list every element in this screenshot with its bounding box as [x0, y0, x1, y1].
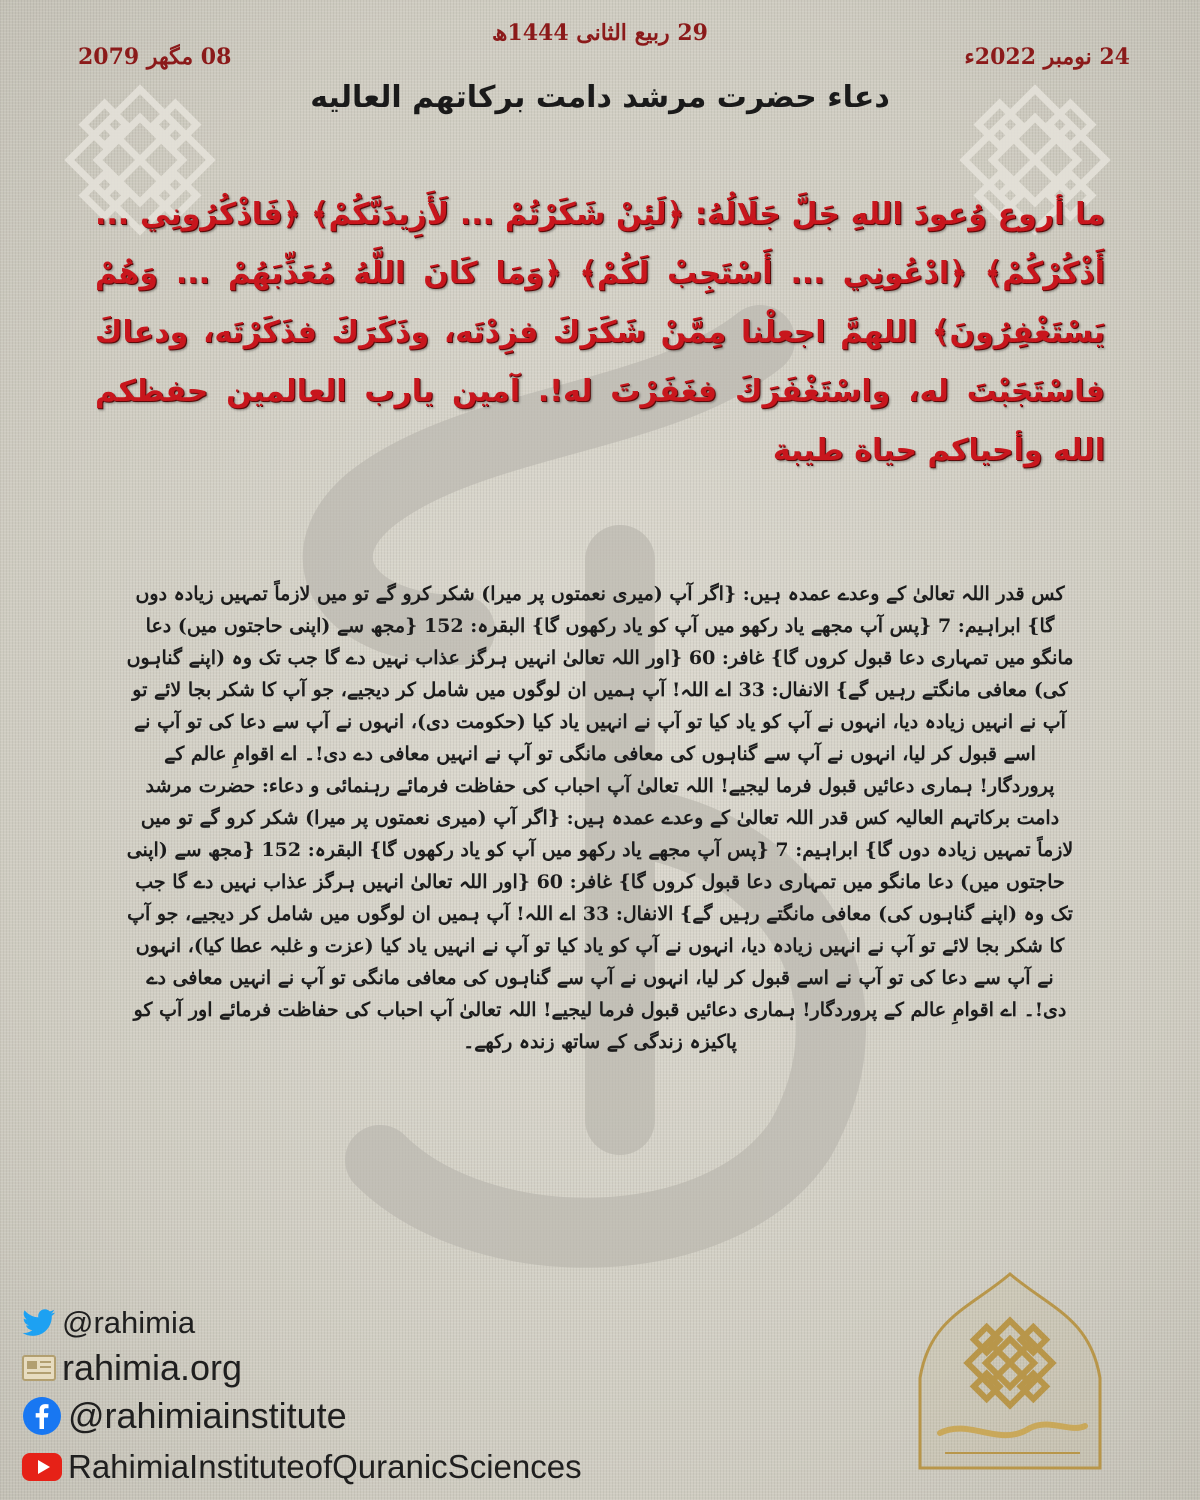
facebook-handle: @rahimiainstitute: [68, 1395, 347, 1436]
page-title: دعاء حضرت مرشد دامت برکاتهم العالیه: [310, 80, 890, 115]
facebook-link[interactable]: [22, 1395, 347, 1437]
facebook-icon: [22, 1396, 62, 1436]
hijri-date: 29 ربیع الثانی 1444ھ: [492, 20, 708, 46]
youtube-link[interactable]: [22, 1448, 582, 1486]
urdu-translation: کس قدر اللہ تعالیٰ کے وعدے عمدہ ہیں: {اگر آپ (میری نعمتوں پر میرا) شکر کرو گے تو میں لازماً تمہیں زیادہ دوں گا} ابراہیم: 7 {پس آپ مجھے یاد رکھو میں آپ کو یاد رکھوں گا} البقرہ: 152 {مجھ سے (اپنی حاجتوں میں) دعا مانگو میں تمہاری دعا قبول کروں گا} غافر: 60 {اور اللہ تعالیٰ انہیں ہرگز عذاب نہیں دے گا جب تک وہ (اپنے گناہوں کی) معافی مانگتے رہیں گے} الانفال: 33 اے اللہ! آپ ہمیں ان لوگوں میں شامل کر دیجیے، جو آپ کا شکر بجا لائے تو آپ نے انہیں زیادہ دیا، انہوں نے آپ کو یاد کیا تو آپ نے انہیں یاد کیا (حکومت دی)، انہوں نے آپ سے دعا کی تو آپ نے اسے قبول کر لیا، انہوں نے آپ سے گناہوں کی معافی مانگی تو آپ نے انہیں معافی دے دی!۔ اے اقوامِ عالم کے پروردگار! ہماری دعائیں قبول فرما لیجیے! اللہ تعالیٰ آپ احباب کی حفاظت فرمائے رہنمائی و دعاء: حضرت مرشد دامت برکاتہم العالیہ کس قدر اللہ تعالیٰ کے وعدے عمدہ ہیں: {اگر آپ (میری نعمتوں پر میرا) شکر کرو گے تو میں لازماً تمہیں زیادہ دوں گا} ابراہیم: 7 {پس آپ مجھے یاد رکھو میں آپ کو یاد رکھوں گا} البقرہ: 152 {مجھ سے (اپنی حاجتوں میں) دعا مانگو میں تمہاری دعا قبول کروں گا} غافر: 60 {اور اللہ تعالیٰ انہیں ہرگز عذاب نہیں دے گا جب تک وہ (اپنے گناہوں کی) معافی مانگتے رہیں گے} الانفال: 33 اے اللہ! آپ ہمیں ان لوگوں میں شامل کر دیجیے، جو آپ کا شکر بجا لائے تو آپ نے انہیں زیادہ دیا، انہوں نے آپ کو یاد کیا تو آپ نے انہیں یاد کیا (عزت و غلبہ عطا کیا)، انہوں نے آپ سے دعا کی تو آپ نے اسے قبول کر لیا، انہوں نے آپ سے گناہوں کی معافی مانگی تو آپ نے انہیں معافی دے دی!۔ اے اقوامِ عالم کے پروردگار! ہماری دعائیں قبول فرما لیجیے! اللہ تعالیٰ آپ احباب کی حفاظت فرمائے اور آپ کو پاکیزہ زندگی کے ساتھ زندہ رکھے۔: [126, 583, 1074, 1053]
website-link[interactable]: [22, 1347, 242, 1389]
twitter-link[interactable]: [22, 1305, 195, 1341]
twitter-icon: [22, 1309, 56, 1337]
gregorian-date: 24 نومبر 2022ء: [964, 44, 1130, 70]
bikrami-date: 08 مگھر 2079: [78, 44, 232, 70]
arabic-supplication: ما أروع وُعودَ اللهِ جَلَّ جَلَالُهُ: ﴿لَئِنْ شَكَرْتُمْ ... لَأَزِيدَنَّكُمْ﴾ ﴿فَاذْكُرُونِي ... أَذْكُرْكُمْ﴾ ﴿ادْعُونِي ... أَسْتَجِبْ لَكُمْ﴾ ﴿وَمَا كَانَ اللَّهُ مُعَذِّبَهُمْ ... وَهُمْ يَسْتَغْفِرُونَ﴾ اللهمَّ اجعلْنا مِمَّنْ شَكَرَكَ فزِدْتَه، وذَكَرَكَ فذَكَرْتَه، ودعاكَ فاسْتَجَبْتَ له، واسْتَغْفَرَكَ فغَفَرْتَ له!. آمين يارب العالمين حفظكم الله وأحياكم حياة طيبة: [95, 197, 1105, 468]
website-url: rahimia.org: [62, 1347, 243, 1388]
youtube-channel: RahimiaInstituteofQuranicSciences: [68, 1448, 582, 1485]
web-icon: [22, 1353, 56, 1383]
youtube-icon: [22, 1452, 62, 1482]
rahimia-logo: [900, 1268, 1120, 1483]
twitter-handle: @rahimia: [62, 1305, 196, 1340]
